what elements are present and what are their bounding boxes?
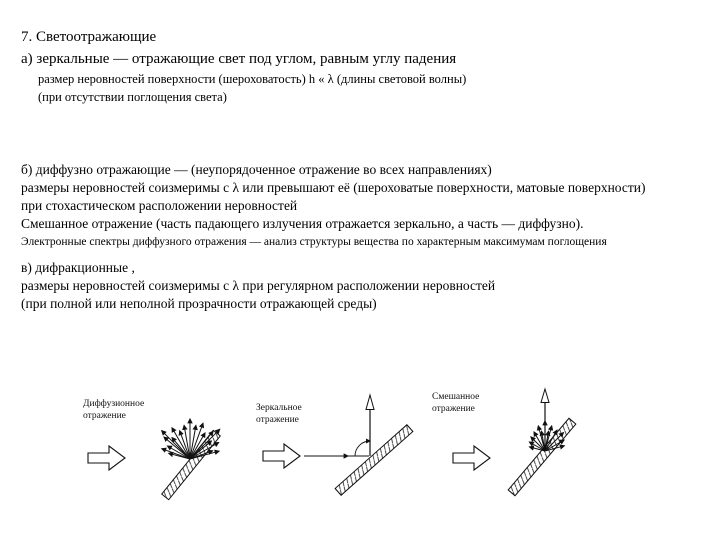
section-b: [21, 161, 716, 251]
diagram-label: Смешанное: [432, 392, 480, 402]
section-b-line-3: при стохастическом расположении неровностей: [21, 198, 298, 213]
section-b-line-5: Электронные спектры диффузного отражения — анализ структуры вещества по характерным максимумам поглощения: [21, 236, 607, 248]
section-b-line-2: размеры неровностей соизмеримы с λ или превышают её (шероховатые поверхности, матовые поверхности): [21, 180, 646, 195]
diagram-label: Зеркальное: [256, 403, 302, 413]
section-a-heading: а) зеркальные — отражающие свет под углом, равным углу падения: [21, 51, 457, 67]
reflecting-surface: [335, 425, 413, 495]
diffuse-reflection-diagram: [65, 388, 250, 518]
section-v-line-1: в) дифракционные ,: [21, 260, 135, 275]
incident-light-block-arrow: [263, 444, 300, 468]
diagram-label: отражение: [432, 404, 475, 414]
slide-title: 7. Светоотражающие: [21, 29, 157, 45]
section-v-line-3: (при полной или неполной прозрачности отражающей среды): [21, 296, 377, 311]
section-a-detail-1: размер неровностей поверхности (шероховатость) h « λ (длины световой волны): [38, 72, 467, 86]
section-b-line-4: Смешанное отражение (часть падающего излучения отражается зеркально, а часть — диффузно).: [21, 216, 584, 231]
reflected-ray-arrow: [366, 395, 374, 456]
section-a-detail-2: (при отсутствии поглощения света): [38, 90, 227, 104]
section-b-line-1: б) диффузно отражающие — (неупорядоченное отражение во всех направлениях): [21, 162, 492, 177]
section-v: [21, 259, 711, 313]
diagram-label: отражение: [256, 415, 299, 425]
reflecting-surface: [508, 418, 576, 496]
reflecting-surface: [162, 430, 221, 499]
angle-arc: [355, 441, 370, 456]
section-a: [21, 26, 711, 106]
mixed-reflection-diagram: [420, 383, 600, 518]
incident-light-block-arrow: [453, 446, 490, 470]
diagram-label: отражение: [83, 411, 126, 421]
incident-light-block-arrow: [88, 446, 125, 470]
diagram-label: Диффузионное: [83, 399, 145, 409]
section-v-line-2: размеры неровностей соизмеримы с λ при регулярном расположении неровностей: [21, 278, 496, 293]
specular-reflection-diagram: [248, 388, 428, 518]
